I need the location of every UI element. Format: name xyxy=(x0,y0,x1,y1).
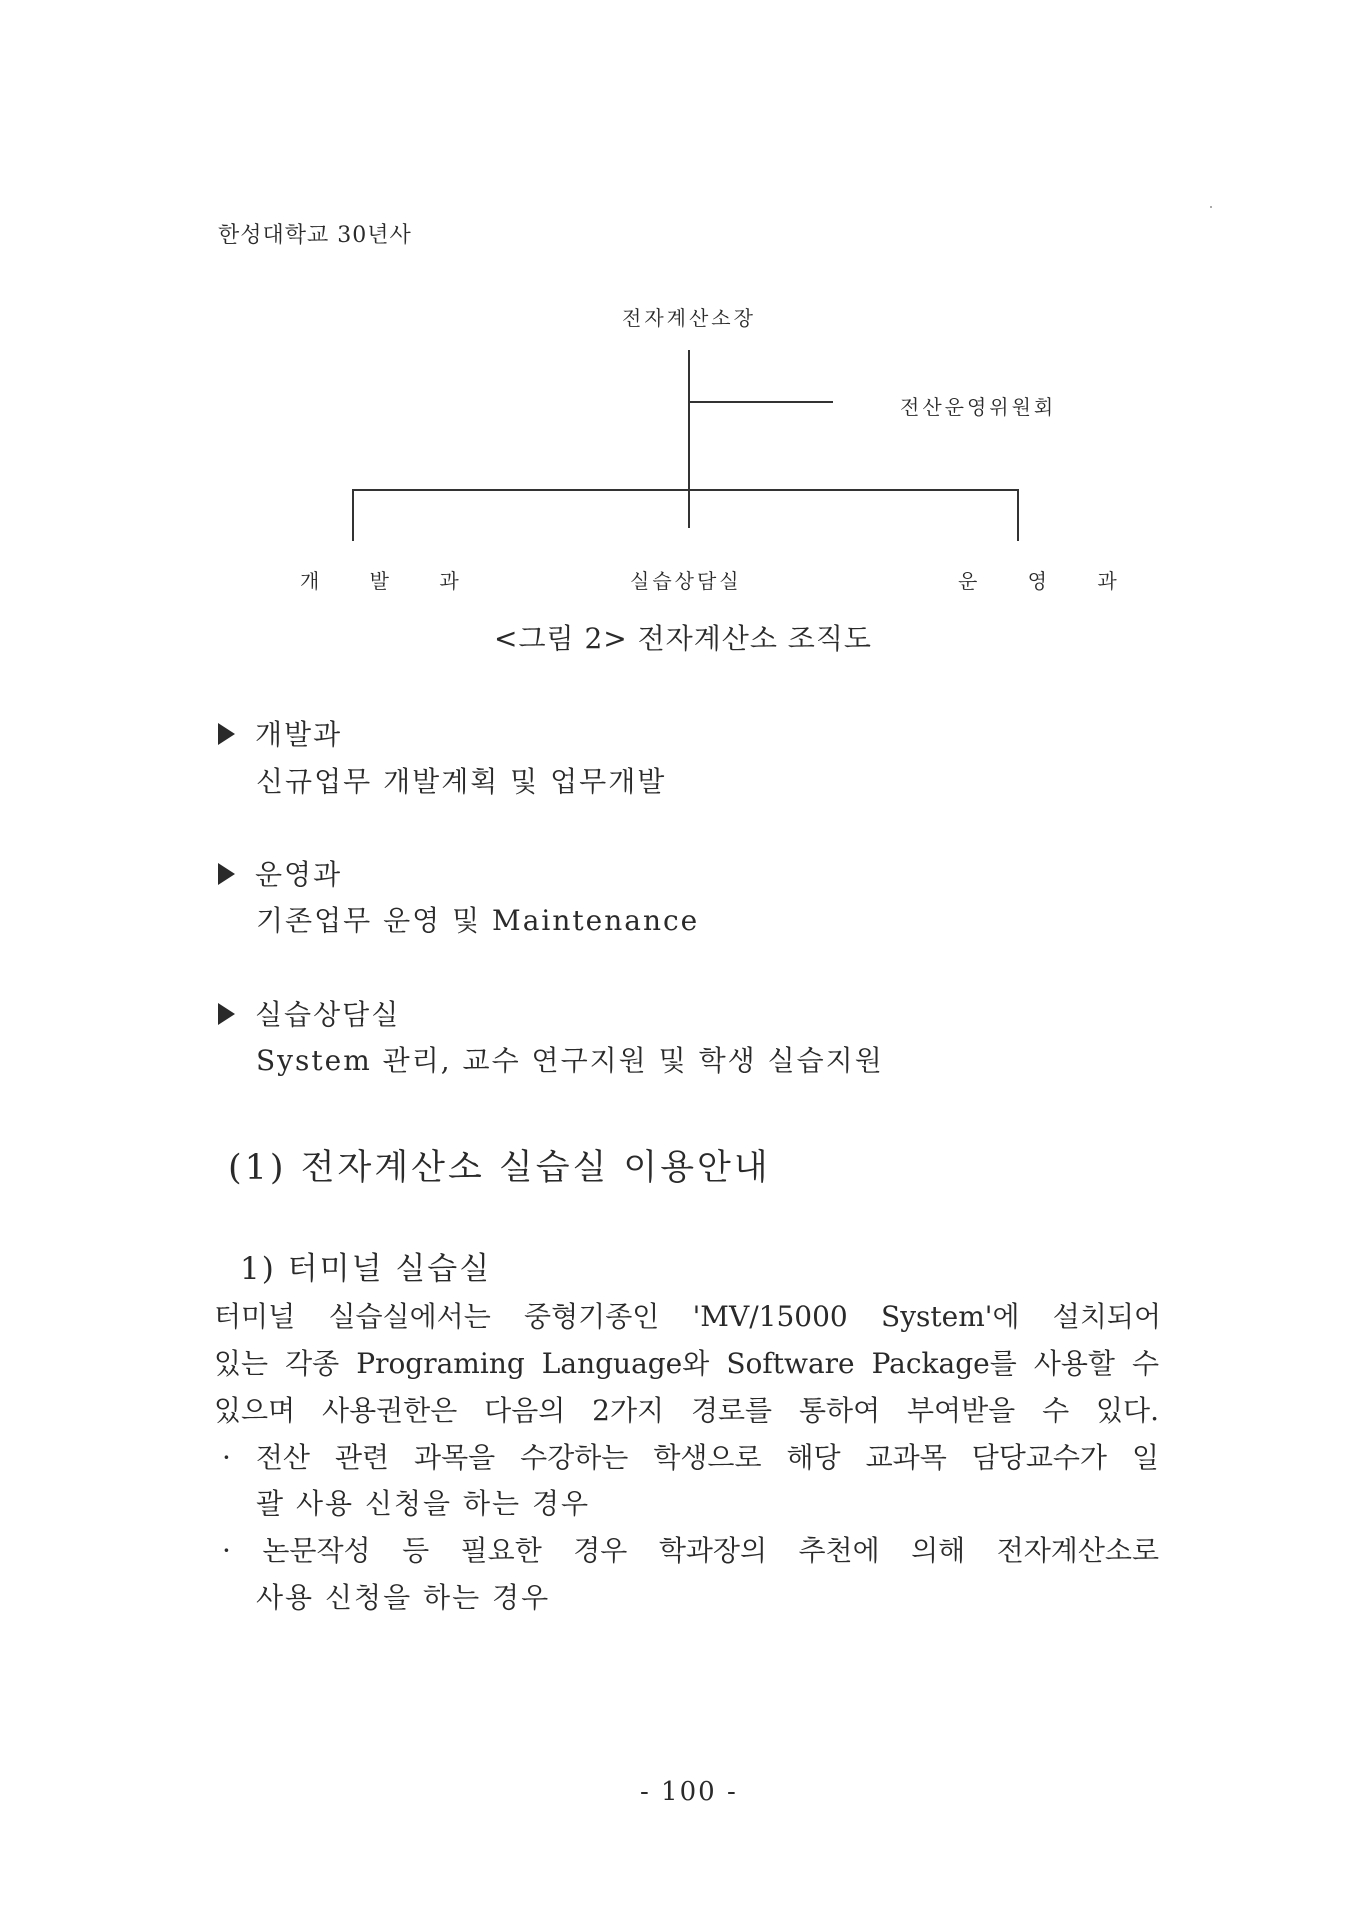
section-title-text: 실습상담실 xyxy=(255,998,401,1031)
org-line-horizontal xyxy=(352,489,1019,491)
org-line-left-drop xyxy=(352,489,354,541)
running-header: 한성대학교 30년사 xyxy=(218,223,412,248)
org-node-operations: 운 영 과 xyxy=(958,569,1139,593)
org-node-development: 개 발 과 xyxy=(300,569,481,593)
section-title-text: 개발과 xyxy=(255,718,343,751)
heading-computer-center-guide: (1) 전자계산소 실습실 이용안내 xyxy=(228,1148,771,1188)
org-node-director: 전자계산소장 xyxy=(622,306,756,330)
scan-speck xyxy=(1210,206,1212,208)
section-title-text: 운영과 xyxy=(255,858,343,891)
section-title-practice xyxy=(218,993,400,1033)
section-title-development xyxy=(218,713,342,753)
heading-terminal-lab: 1) 터미널 실습실 xyxy=(240,1251,492,1287)
section-desc-practice: System 관리, 교수 연구지원 및 학생 실습지원 xyxy=(256,1044,884,1077)
section-desc-development: 신규업무 개발계획 및 업무개발 xyxy=(256,765,667,798)
list-item-continuation: 사용 신청을 하는 경우 xyxy=(256,1581,551,1614)
triangle-bullet-icon xyxy=(218,723,235,745)
org-line-trunk xyxy=(688,350,690,528)
paragraph-line: 있으며 사용권한은 다음의 2가지 경로를 통하여 부여받을 수 있다. xyxy=(214,1394,1159,1427)
paragraph-line: 있는 각종 Programing Language와 Software Package를 사용할 수 xyxy=(214,1347,1159,1380)
paragraph-line: 터미널 실습실에서는 중형기종인 'MV/15000 System'에 설치되어 xyxy=(214,1300,1161,1333)
list-item-line: · 전산 관련 과목을 수강하는 학생으로 해당 교과목 담당교수가 일 xyxy=(222,1441,1159,1474)
org-node-committee: 전산운영위원회 xyxy=(900,395,1057,419)
triangle-bullet-icon xyxy=(218,1003,235,1025)
org-node-practice-counsel: 실습상담실 xyxy=(630,569,742,593)
page-number: - 100 - xyxy=(640,1777,738,1807)
list-item-continuation: 괄 사용 신청을 하는 경우 xyxy=(256,1487,591,1520)
figure-caption: <그림 2> 전자계산소 조직도 xyxy=(494,622,872,655)
section-desc-operations: 기존업무 운영 및 Maintenance xyxy=(256,904,700,937)
triangle-bullet-icon xyxy=(218,863,235,885)
section-title-operations xyxy=(218,853,342,893)
org-line-committee xyxy=(688,401,833,403)
list-item-line: · 논문작성 등 필요한 경우 학과장의 추천에 의해 전자계산소로 xyxy=(222,1534,1159,1567)
org-line-right-drop xyxy=(1017,489,1019,541)
